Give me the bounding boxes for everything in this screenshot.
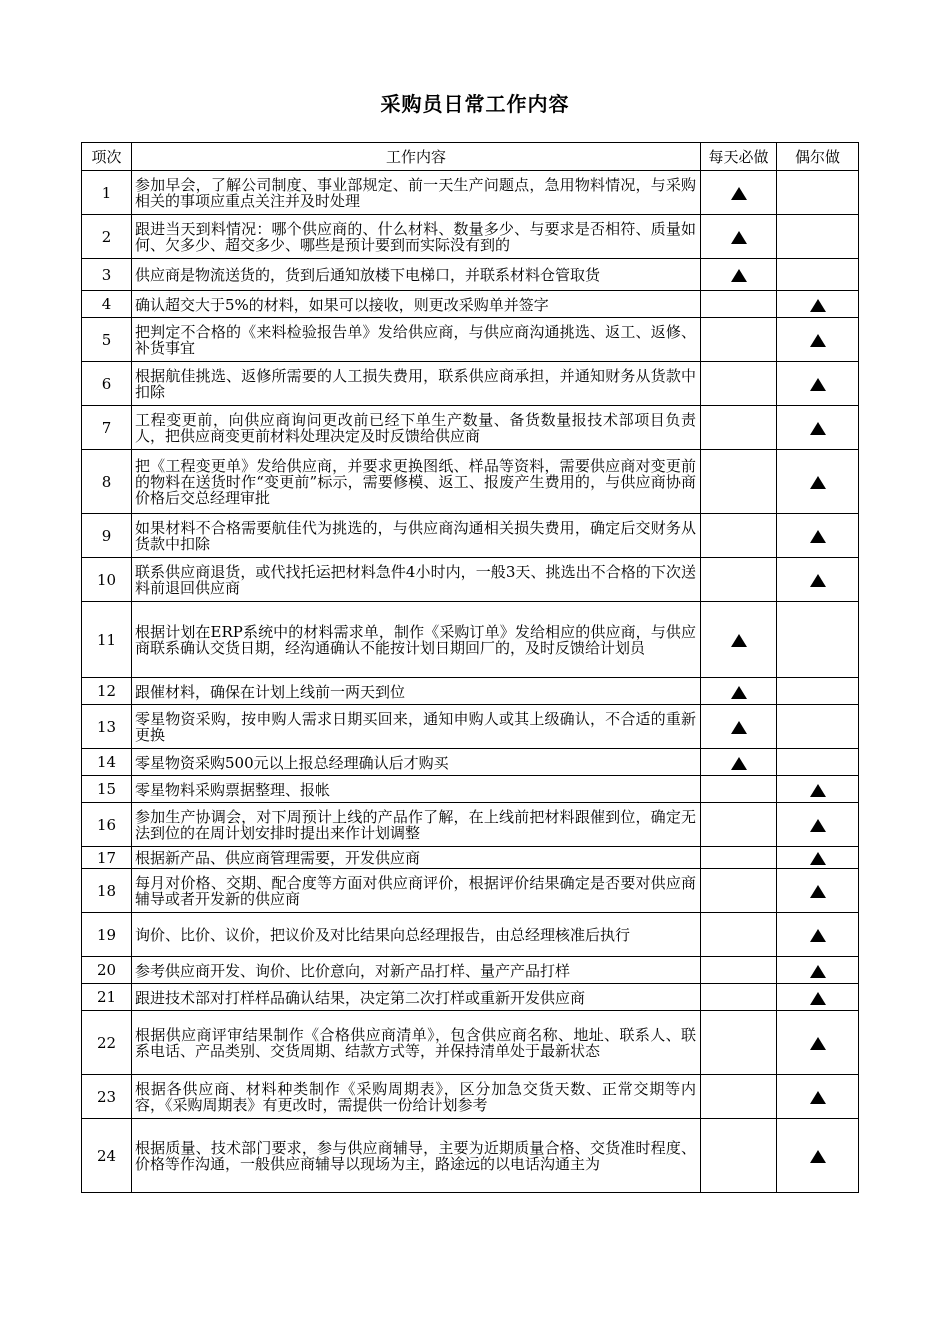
daily-mark-cell (701, 1011, 777, 1075)
table-row (82, 171, 859, 215)
daily-mark-cell (701, 803, 777, 847)
occasional-mark-cell (777, 291, 859, 318)
daily-mark-cell (701, 259, 777, 291)
item-number: 2 (82, 215, 132, 259)
work-content-text: 零星物资采购，按申购人需求日期买回来，通知申购人或其上级确认，不合适的重新更换 (132, 705, 701, 749)
item-number: 18 (82, 869, 132, 913)
daily-mark-cell (701, 847, 777, 869)
black-triangle-icon (810, 1037, 826, 1050)
table-row (82, 602, 859, 678)
item-number: 15 (82, 776, 132, 803)
black-triangle-icon (810, 574, 826, 587)
item-number: 20 (82, 957, 132, 984)
occasional-mark-cell (777, 913, 859, 957)
table-row (82, 957, 859, 984)
item-number: 21 (82, 984, 132, 1011)
daily-mark-cell (701, 318, 777, 362)
daily-mark-cell (701, 749, 777, 776)
occasional-mark-cell (777, 957, 859, 984)
occasional-mark-cell (777, 558, 859, 602)
work-content-text: 把判定不合格的《来料检验报告单》发给供应商，与供应商沟通挑选、返工、返修、补货事宜 (132, 318, 701, 362)
table-row (82, 913, 859, 957)
table-row (82, 869, 859, 913)
work-content-text: 根据航佳挑选、返修所需要的人工损失费用，联系供应商承担，并通知财务从货款中扣除 (132, 362, 701, 406)
black-triangle-icon (810, 378, 826, 391)
item-number: 1 (82, 171, 132, 215)
occasional-mark-cell (777, 171, 859, 215)
daily-mark-cell (701, 1075, 777, 1119)
table-row (82, 514, 859, 558)
header-work-content: 工作内容 (132, 143, 701, 171)
daily-mark-cell (701, 362, 777, 406)
occasional-mark-cell (777, 215, 859, 259)
daily-mark-cell (701, 913, 777, 957)
item-number: 4 (82, 291, 132, 318)
work-content-text: 工程变更前，向供应商询问更改前已经下单生产数量、备货数量报技术部项目负责人，把供应商变更前材料处理决定及时反馈给供应商 (132, 406, 701, 450)
work-content-text: 跟进当天到料情况：哪个供应商的、什么材料、数量多少、与要求是否相符、质量如何、欠多少、超交多少、哪些是预计要到而实际没有到的 (132, 215, 701, 259)
table-body (82, 171, 859, 1193)
table-row (82, 215, 859, 259)
table-row (82, 984, 859, 1011)
daily-mark-cell (701, 406, 777, 450)
occasional-mark-cell (777, 984, 859, 1011)
black-triangle-icon (731, 721, 747, 734)
table-row (82, 705, 859, 749)
table-row (82, 1011, 859, 1075)
work-content-text: 询价、比价、议价，把议价及对比结果向总经理报告，由总经理核准后执行 (132, 913, 701, 957)
table-row (82, 558, 859, 602)
daily-mark-cell (701, 705, 777, 749)
black-triangle-icon (731, 634, 747, 647)
work-content-text: 参考供应商开发、询价、比价意向，对新产品打样、量产产品打样 (132, 957, 701, 984)
item-number: 5 (82, 318, 132, 362)
item-number: 17 (82, 847, 132, 869)
black-triangle-icon (810, 476, 826, 489)
work-content-text: 根据质量、技术部门要求，参与供应商辅导，主要为近期质量合格、交货准时程度、价格等作沟通，一般供应商辅导以现场为主，路途远的以电话沟通主为 (132, 1119, 701, 1193)
work-content-text: 跟进技术部对打样样品确认结果，决定第二次打样或重新开发供应商 (132, 984, 701, 1011)
black-triangle-icon (731, 757, 747, 770)
work-content-text: 联系供应商退货，或代找托运把材料急件4小时内，一般3天、挑选出不合格的下次送料前退回供应商 (132, 558, 701, 602)
work-content-text: 参加早会，了解公司制度、事业部规定、前一天生产问题点，急用物料情况，与采购相关的事项应重点关注并及时处理 (132, 171, 701, 215)
work-content-text: 参加生产协调会，对下周预计上线的产品作了解，在上线前把材料跟催到位，确定无法到位的在周计划安排时提出来作计划调整 (132, 803, 701, 847)
work-content-text: 每月对价格、交期、配合度等方面对供应商评价，根据评价结果确定是否要对供应商辅导或者开发新的供应商 (132, 869, 701, 913)
work-content-text: 根据供应商评审结果制作《合格供应商清单》，包含供应商名称、地址、联系人、联系电话、产品类别、交货周期、结款方式等，并保持清单处于最新状态 (132, 1011, 701, 1075)
occasional-mark-cell (777, 1119, 859, 1193)
occasional-mark-cell (777, 514, 859, 558)
occasional-mark-cell (777, 602, 859, 678)
item-number: 3 (82, 259, 132, 291)
table-row (82, 1075, 859, 1119)
occasional-mark-cell (777, 749, 859, 776)
occasional-mark-cell (777, 259, 859, 291)
item-number: 13 (82, 705, 132, 749)
item-number: 8 (82, 450, 132, 514)
item-number: 12 (82, 678, 132, 705)
daily-mark-cell (701, 602, 777, 678)
occasional-mark-cell (777, 450, 859, 514)
header-daily: 每天必做 (701, 143, 777, 171)
work-content-text: 零星物资采购500元以上报总经理确认后才购买 (132, 749, 701, 776)
table-row (82, 803, 859, 847)
item-number: 16 (82, 803, 132, 847)
occasional-mark-cell (777, 776, 859, 803)
work-content-text: 如果材料不合格需要航佳代为挑选的，与供应商沟通相关损失费用，确定后交财务从货款中扣除 (132, 514, 701, 558)
item-number: 6 (82, 362, 132, 406)
table-row (82, 259, 859, 291)
daily-mark-cell (701, 171, 777, 215)
table-row (82, 406, 859, 450)
black-triangle-icon (810, 929, 826, 942)
item-number: 14 (82, 749, 132, 776)
black-triangle-icon (731, 269, 747, 282)
item-number: 23 (82, 1075, 132, 1119)
occasional-mark-cell (777, 678, 859, 705)
table-row (82, 776, 859, 803)
occasional-mark-cell (777, 803, 859, 847)
table-row (82, 318, 859, 362)
daily-mark-cell (701, 215, 777, 259)
item-number: 19 (82, 913, 132, 957)
occasional-mark-cell (777, 318, 859, 362)
work-content-text: 根据计划在ERP系统中的材料需求单，制作《采购订单》发给相应的供应商，与供应商联系确认交货日期，经沟通确认不能按计划日期回厂的，及时反馈给计划员 (132, 602, 701, 678)
black-triangle-icon (810, 1091, 826, 1104)
item-number: 22 (82, 1011, 132, 1075)
daily-mark-cell (701, 1119, 777, 1193)
table-row (82, 678, 859, 705)
page-title: 采购员日常工作内容 (380, 92, 570, 116)
daily-mark-cell (701, 957, 777, 984)
occasional-mark-cell (777, 869, 859, 913)
table-row (82, 749, 859, 776)
daily-mark-cell (701, 984, 777, 1011)
daily-mark-cell (701, 514, 777, 558)
work-content-text: 确认超交大于5%的材料，如果可以接收，则更改采购单并签字 (132, 291, 701, 318)
black-triangle-icon (810, 334, 826, 347)
daily-mark-cell (701, 291, 777, 318)
black-triangle-icon (731, 187, 747, 200)
occasional-mark-cell (777, 847, 859, 869)
black-triangle-icon (810, 1150, 826, 1163)
table-row (82, 450, 859, 514)
daily-mark-cell (701, 450, 777, 514)
occasional-mark-cell (777, 705, 859, 749)
black-triangle-icon (810, 852, 826, 865)
work-content-text: 跟催材料，确保在计划上线前一两天到位 (132, 678, 701, 705)
item-number: 24 (82, 1119, 132, 1193)
work-content-text: 根据新产品、供应商管理需要，开发供应商 (132, 847, 701, 869)
black-triangle-icon (810, 530, 826, 543)
item-number: 10 (82, 558, 132, 602)
work-content-text: 零星物料采购票据整理、报帐 (132, 776, 701, 803)
item-number: 7 (82, 406, 132, 450)
header-item-no: 项次 (82, 143, 132, 171)
daily-mark-cell (701, 869, 777, 913)
table-row (82, 847, 859, 869)
work-content-text: 根据各供应商、材料种类制作《采购周期表》，区分加急交货天数、正常交期等内容，《采购周期表》有更改时，需提供一份给计划参考 (132, 1075, 701, 1119)
work-content-table (81, 142, 859, 1193)
black-triangle-icon (731, 686, 747, 699)
black-triangle-icon (810, 992, 826, 1005)
item-number: 11 (82, 602, 132, 678)
occasional-mark-cell (777, 1011, 859, 1075)
black-triangle-icon (731, 231, 747, 244)
daily-mark-cell (701, 558, 777, 602)
table-row (82, 362, 859, 406)
work-content-text: 把《工程变更单》发给供应商，并要求更换图纸、样品等资料，需要供应商对变更前的物料在送货时作“变更前”标示，需要修模、返工、报废产生费用的，与供应商协商价格后交总经理审批 (132, 450, 701, 514)
black-triangle-icon (810, 885, 826, 898)
work-content-text: 供应商是物流送货的，货到后通知放楼下电梯口，并联系材料仓管取货 (132, 259, 701, 291)
black-triangle-icon (810, 965, 826, 978)
occasional-mark-cell (777, 1075, 859, 1119)
table-row (82, 291, 859, 318)
daily-mark-cell (701, 678, 777, 705)
item-number: 9 (82, 514, 132, 558)
occasional-mark-cell (777, 406, 859, 450)
black-triangle-icon (810, 819, 826, 832)
black-triangle-icon (810, 422, 826, 435)
black-triangle-icon (810, 784, 826, 797)
occasional-mark-cell (777, 362, 859, 406)
table-header-row (82, 143, 859, 171)
daily-mark-cell (701, 776, 777, 803)
table-row (82, 1119, 859, 1193)
header-occasional: 偶尔做 (777, 143, 859, 171)
black-triangle-icon (810, 299, 826, 312)
